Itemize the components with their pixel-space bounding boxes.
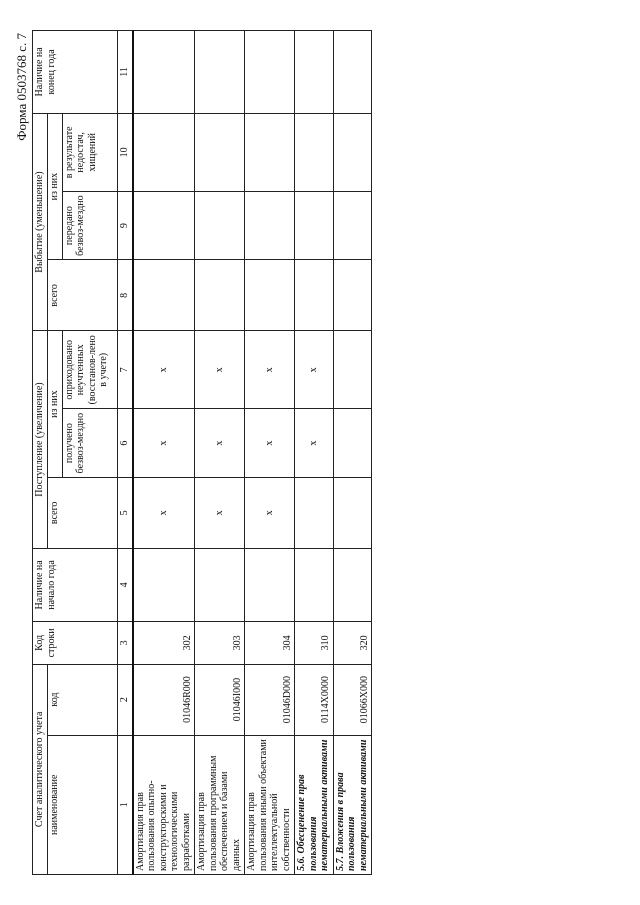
- header-name: наименование: [47, 735, 117, 874]
- row-outflow-total: [245, 260, 295, 331]
- row-code: 01066X000: [333, 664, 371, 735]
- row-shortage: [133, 113, 195, 191]
- row-recognized: x: [133, 331, 195, 409]
- header-outflow-of-which: из них: [47, 113, 62, 260]
- row-line: 303: [195, 622, 245, 665]
- col-number: 2: [117, 664, 132, 735]
- row-code: 01046D000: [245, 664, 295, 735]
- row-transferred-free: [295, 191, 333, 260]
- header-start: Наличие на начало года: [33, 548, 118, 621]
- col-number: 6: [117, 409, 132, 478]
- row-received-free: x: [245, 409, 295, 478]
- row-transferred-free: [133, 191, 195, 260]
- row-transferred-free: [195, 191, 245, 260]
- header-recognized: оприходовано неучтенных (восстанов-лено в учете): [62, 331, 117, 409]
- header-transferred-free: передано безвоз-мездно: [62, 191, 117, 260]
- row-transferred-free: [333, 191, 371, 260]
- header-account: Счет аналитического учета: [33, 664, 48, 874]
- row-outflow-total: [195, 260, 245, 331]
- row-shortage: [195, 113, 245, 191]
- row-received-free: [333, 409, 371, 478]
- col-number: 1: [117, 735, 132, 874]
- row-income-total: x: [133, 477, 195, 548]
- row-outflow-total: [133, 260, 195, 331]
- row-income-total: x: [195, 477, 245, 548]
- header-received-free: получено безвоз-мездно: [62, 409, 117, 478]
- row-start: [333, 548, 371, 621]
- col-number: 11: [117, 31, 132, 114]
- table-row: [245, 31, 295, 875]
- row-code: 01046I000: [195, 664, 245, 735]
- row-start: [133, 548, 195, 621]
- table-row: [195, 31, 245, 875]
- row-received-free: x: [133, 409, 195, 478]
- col-number: 9: [117, 191, 132, 260]
- col-number: 7: [117, 331, 132, 409]
- col-number: 3: [117, 622, 132, 665]
- header-income: Поступление (увеличение): [33, 331, 48, 549]
- form-label: Форма 0503768 с. 7: [14, 33, 29, 141]
- row-start: [195, 548, 245, 621]
- row-transferred-free: [245, 191, 295, 260]
- row-recognized: x: [195, 331, 245, 409]
- row-income-total: x: [245, 477, 295, 548]
- row-income-total: [333, 477, 371, 548]
- row-recognized: x: [295, 331, 333, 409]
- row-name: Амортизация прав пользования опытно-конструкторскими и технологическими разработками: [133, 735, 195, 874]
- row-end: [333, 31, 371, 114]
- row-received-free: x: [295, 409, 333, 478]
- row-income-total: [295, 477, 333, 548]
- row-recognized: [333, 331, 371, 409]
- table-row: [133, 31, 195, 875]
- header-line-code: Код строки: [33, 622, 118, 665]
- table-row: [333, 31, 371, 875]
- row-line: 310: [295, 622, 333, 665]
- row-start: [245, 548, 295, 621]
- row-line: 304: [245, 622, 295, 665]
- row-shortage: [295, 113, 333, 191]
- row-name: Амортизация прав пользования программным обеспечением и базами данных: [195, 735, 245, 874]
- header-shortage: в результате недостач, хищений: [62, 113, 117, 191]
- row-name: 5.7. Вложения в права пользования нематериальными активами: [333, 735, 371, 874]
- row-shortage: [245, 113, 295, 191]
- row-outflow-total: [295, 260, 333, 331]
- col-number: 5: [117, 477, 132, 548]
- header-outflow: Выбытие (уменьшение): [33, 113, 48, 330]
- row-end: [133, 31, 195, 114]
- row-end: [295, 31, 333, 114]
- header-income-of-which: из них: [47, 331, 62, 478]
- row-end: [245, 31, 295, 114]
- row-outflow-total: [333, 260, 371, 331]
- row-code: 01046R000: [133, 664, 195, 735]
- row-line: 320: [333, 622, 371, 665]
- row-line: 302: [133, 622, 195, 665]
- header-end: Наличие на конец года: [33, 31, 118, 114]
- header-outflow-total: всего: [47, 260, 117, 331]
- row-start: [295, 548, 333, 621]
- row-shortage: [333, 113, 371, 191]
- row-received-free: x: [195, 409, 245, 478]
- row-name: 5.6. Обесценение прав пользования нематериальными активами: [295, 735, 333, 874]
- table-row: [295, 31, 333, 875]
- account-table: [32, 30, 372, 875]
- row-name: Амортизация прав пользования иными объектами интеллектуальной собственности: [245, 735, 295, 874]
- header-code: код: [47, 664, 117, 735]
- col-number: 8: [117, 260, 132, 331]
- header-income-total: всего: [47, 477, 117, 548]
- col-number: 4: [117, 548, 132, 621]
- row-recognized: x: [245, 331, 295, 409]
- row-end: [195, 31, 245, 114]
- row-code: 0114X0000: [295, 664, 333, 735]
- col-number: 10: [117, 113, 132, 191]
